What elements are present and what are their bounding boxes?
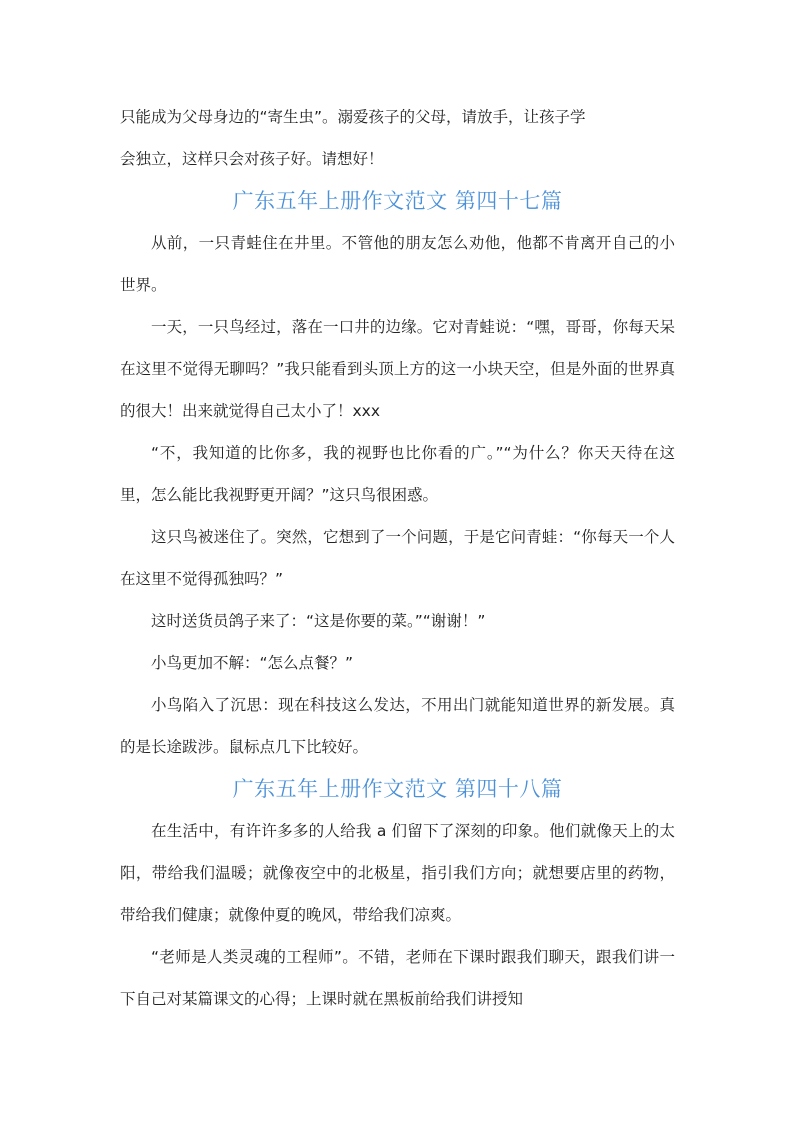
essay-section-48 — [120, 768, 675, 1020]
paragraph: “不，我知道的比你多，我的视野也比你看的广。”“为什么？你天天待在这里，怎么能比我视野更开阔？”这只鸟很困惑。 — [120, 444, 675, 504]
paragraph: 小鸟陷入了沉思：现在科技这么发达，不用出门就能知道世界的新发展。真的是长途跋涉。鼠标点几下比较好。 — [120, 696, 675, 756]
continuation-line-2: 会独立，这样只会对孩子好。请想好！ — [120, 150, 384, 168]
paragraph: 这只鸟被迷住了。突然，它想到了一个问题，于是它问青蛙：“你每天一个人在这里不觉得孤独吗？” — [120, 528, 675, 588]
section-title: 广东五年上册作文范文 第四十七篇 — [232, 189, 563, 213]
section-title: 广东五年上册作文范文 第四十八篇 — [232, 777, 563, 801]
paragraph: 这时送货员鸽子来了：“这是你要的菜。”“谢谢！” — [151, 612, 486, 630]
paragraph: 小鸟更加不解：“怎么点餐？” — [151, 654, 354, 672]
paragraph: “老师是人类灵魂的工程师”。不错，老师在下课时跟我们聊天，跟我们讲一下自己对某篇课文的心得；上课时就在黑板前给我们讲授知 — [120, 948, 675, 1008]
paragraph: 在生活中，有许许多多的人给我 a 们留下了深刻的印象。他们就像天上的太阳，带给我们温暖；就像夜空中的北极星，指引我们方向；就想要店里的药物，带给我们健康；就像仲夏的晚风，带给我们凉爽。 — [120, 822, 675, 924]
essay-section-47 — [120, 180, 675, 768]
paragraph: 从前，一只青蛙住在井里。不管他的朋友怎么劝他，他都不肯离开自己的小世界。 — [120, 234, 675, 294]
continuation-line-1: 只能成为父母身边的“寄生虫”。溺爱孩子的父母，请放手，让孩子学 — [120, 108, 586, 126]
paragraph: 一天，一只鸟经过，落在一口井的边缘。它对青蛙说：“嘿，哥哥，你每天呆在这里不觉得无聊吗？”我只能看到头顶上方的这一小块天空，但是外面的世界真的很大！出来就觉得自己太小了！xxx — [120, 318, 675, 420]
document-page — [120, 96, 675, 1020]
